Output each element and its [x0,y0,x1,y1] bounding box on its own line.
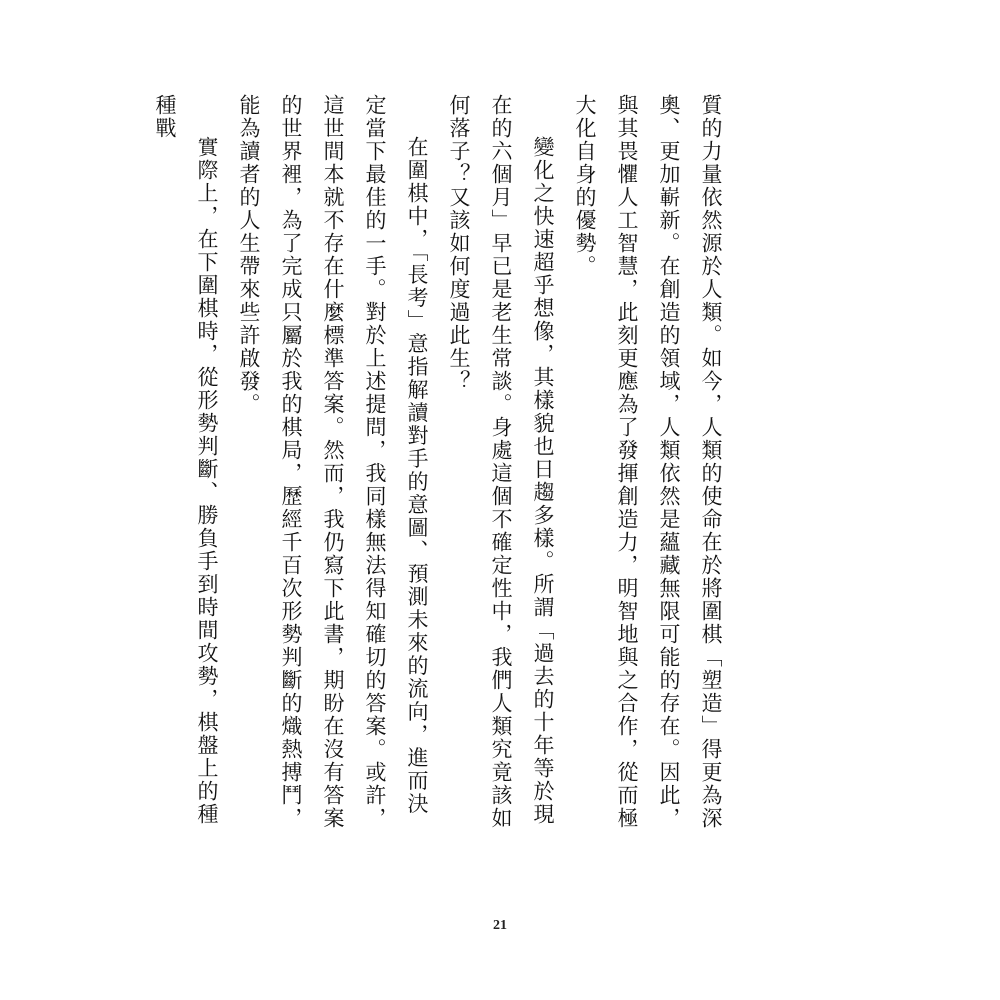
paragraph-2: 變化之快速超乎想像，其樣貌也日趨多樣。所謂「過去的十年等於現在的六個月」早已是老生常談。身處這個不確定性中，我們人類究竟該如何落子？又該如何度過此生？ [447,94,555,830]
paragraph-1: 質的力量依然源於人類。如今，人類的使命在於將圍棋「塑造」得更為深奧、更加嶄新。在創造的領域，人類依然是蘊藏無限可能的存在。因此，與其畏懼人工智慧，此刻更應為了發揮創造力，明智地與之合作，從而極大化自身的優勢。 [573,94,723,830]
page-number: 21 [493,918,507,933]
paragraph-4: 實際上，在下圍棋時，從形勢判斷、勝負手到時間攻勢，棋盤上的種種戰 [153,94,219,826]
vertical-text-body [153,94,732,834]
paragraph-3: 在圍棋中，「長考」意指解讀對手的意圖、預測未來的流向，進而決定當下最佳的一手。對於上述提問，我同樣無法得知確切的答案。或許，這世間本就不存在什麼標準答案。然而，我仍寫下此書，期盼在沒有答案的世界裡，為了完成只屬於我的棋局，歷經千百次形勢判斷的熾熱搏鬥，能為讀者的人生帶來些許啟發。 [237,94,429,830]
